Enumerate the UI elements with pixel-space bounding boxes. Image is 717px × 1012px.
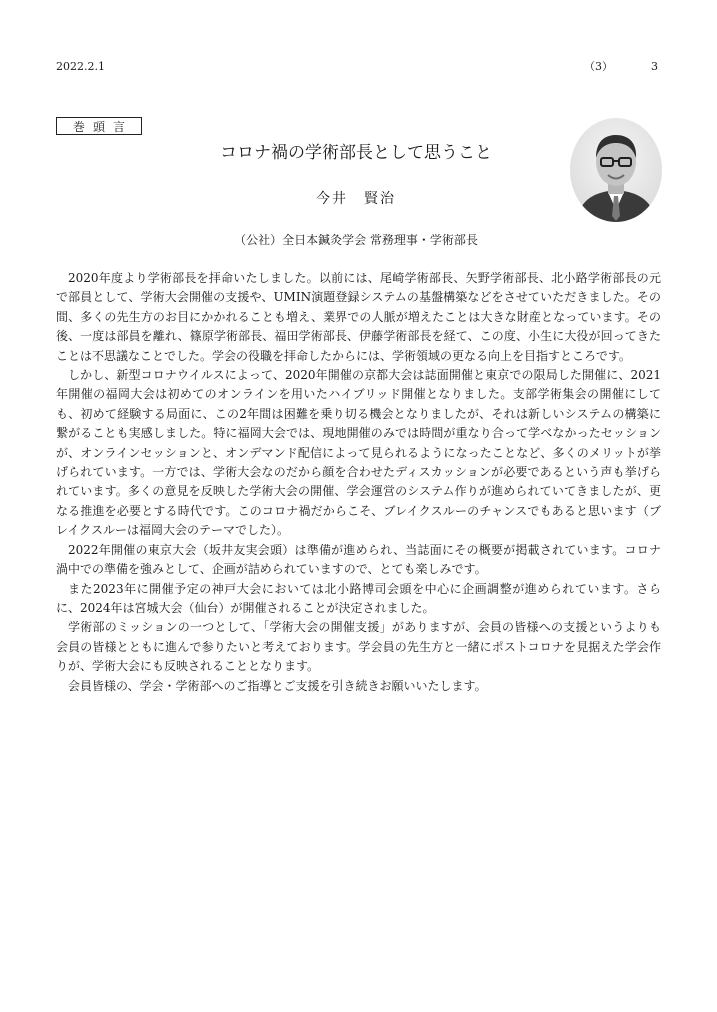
article-title: コロナ禍の学術部長として思うこと — [220, 143, 492, 163]
author-affiliation: （公社）全日本鍼灸学会 常務理事・学術部長 — [234, 233, 478, 247]
running-header — [56, 58, 658, 76]
paragraph: しかし、新型コロナウイルスによって、2020年開催の京都大会は誌面開催と東京での限局した開催に、2021年開催の福岡大会は初めてのオンラインを用いたハイブリッド開催となりました。支部学術集会の開催にしても、初めて経験する局面に、この2年間は困難を乗り切る機会となりましたが、それは新しいシステムの構築に繋がることも実感しました。特に福岡大会では、現地開催のみでは時間が重なり合って学べなかったセッションが、オンラインセッションと、オンデマンド配信によって見られるようになったことなど、多くのメリットが挙げられています。一方では、学術大会なのだから顔を合わせたディスカッションが必要であるという声も挙げられています。多くの意見を反映した学術大会の開催、学会運営のシステム作りが進められていてきましたが、更なる推進を必要とする時代です。このコロナ禍だからこそ、ブレイクスルーのチャンスでもあると思います（ブレイクスルーは福岡大会のテーマでした）。 — [56, 368, 661, 538]
article-body — [56, 269, 661, 696]
issue-date: 2022.2.1 — [56, 60, 105, 73]
portrait-photo-icon — [570, 118, 662, 222]
issue-number: （3） — [584, 60, 613, 73]
paragraph: 学術部のミッションの一つとして、「学術大会の開催支援」がありますが、会員の皆様への支援というよりも会員の皆様とともに進んで参りたいと考えております。学会員の先生方と一緒にポストコロナを見据えた学会作りが、学術大会にも反映されることとなります。 — [56, 620, 661, 674]
page-number: 3 — [651, 60, 658, 73]
paragraph: 2020年度より学術部長を拝命いたしました。以前には、尾崎学術部長、矢野学術部長、北小路学術部長の元で部員として、学術大会開催の支援や、UMIN演題登録システムの基盤構築などをさせていただきました。その間、多くの先生方のお目にかかれることも増え、業界での人脈が増えたことは大きな財産となっています。その後、一度は部員を離れ、篠原学術部長、福田学術部長、伊藤学術部長を経て、この度、小生に大役が回ってきたことは不思議なことでした。学会の役職を拝命したからには、学術領域の更なる向上を目指すところです。 — [56, 271, 661, 363]
author-name: 今井 賢治 — [316, 191, 396, 207]
author-portrait — [570, 118, 662, 222]
paragraph: 会員皆様の、学会・学術部へのご指導とご支援を引き続きお願いいたします。 — [68, 678, 487, 693]
paragraph: また2023年に開催予定の神戸大会においては北小路博司会頭を中心に企画調整が進められています。さらに、2024年は宮城大会（仙台）が開催されることが決定されました。 — [56, 581, 661, 615]
paragraph: 2022年開催の東京大会（坂井友実会頭）は準備が進められ、当誌面にその概要が掲載されています。コロナ渦中での準備を強みとして、企画が詰められていますので、とても楽しみです。 — [56, 542, 661, 577]
column-label: 巻頭言 — [56, 117, 142, 135]
